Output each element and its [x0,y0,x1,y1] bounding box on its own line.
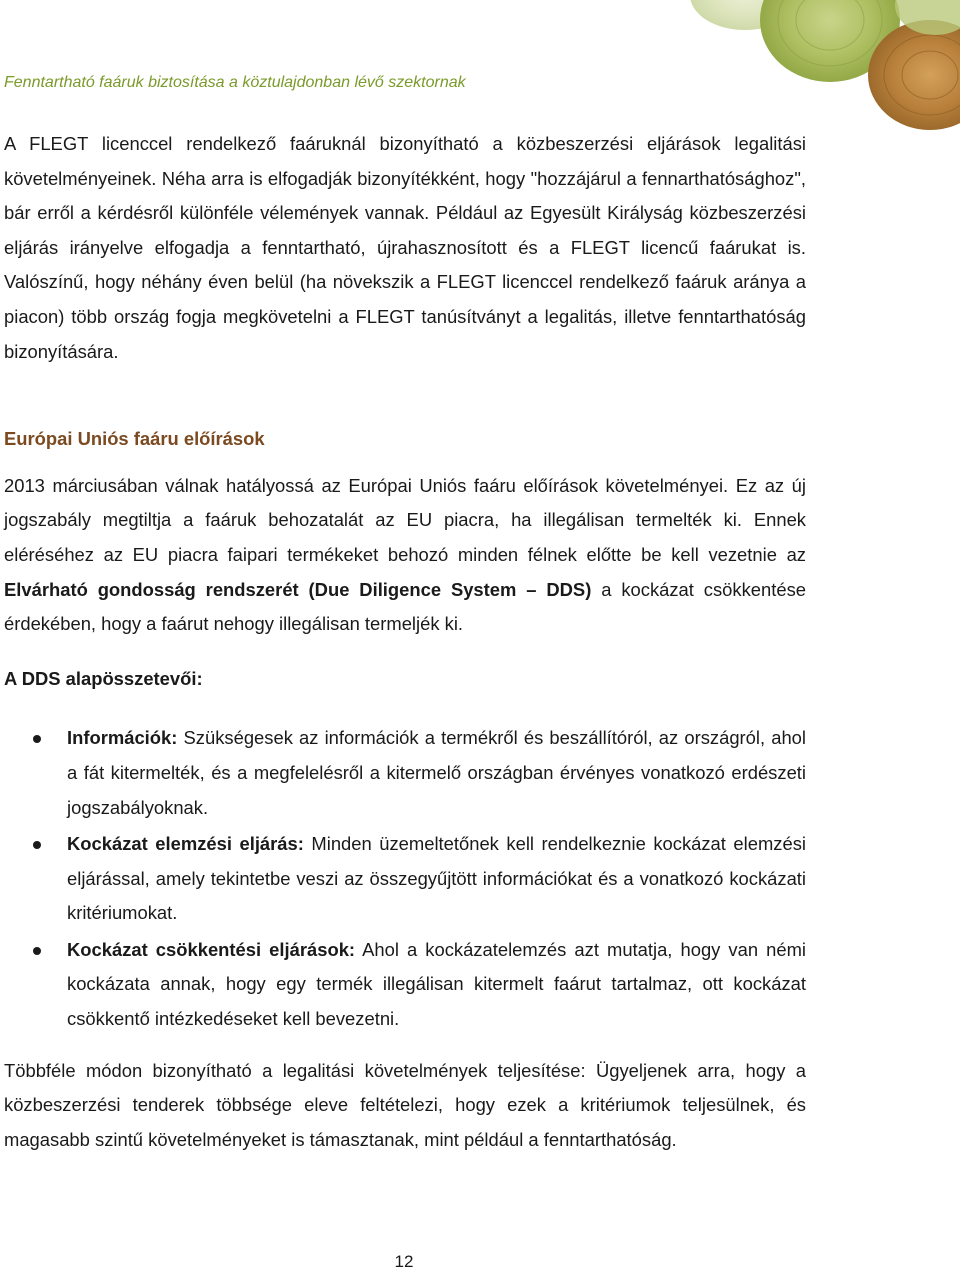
eu-text-bold: Elvárható gondosság rendszerét (Due Diligence System – DDS) [4,578,592,600]
bullet-icon [33,947,41,955]
document-body [4,127,806,1157]
item-label: Információk: [67,727,178,749]
list-item [4,827,806,931]
bullet-icon [33,735,41,743]
item-text: Ahol a kockázatelemzés azt mutatja, hogy van némi kockázata annak, hogy egy termék illegálisan kitermelt faárut tartalmaz, ott kockázat csökkentő intézkedéseket kell bevezetni. [67,938,807,1030]
dds-title: A DDS alapösszetevői: [4,667,203,689]
eu-text-after: a kockázat csökkentése érdekében, hogy a faárut nehogy illegálisan termeljék ki. [4,578,807,635]
item-label: Kockázat elemzési eljárás: [67,833,304,855]
list-item [4,721,806,825]
eu-paragraph [4,469,806,642]
bullet-icon [33,841,41,849]
list-item [4,933,806,1037]
dds-list [4,721,806,1036]
intro-paragraph: A FLEGT licenccel rendelkező faáruknál bizonyítható a közbeszerzési eljárások legalitási követelményeinek. Néha arra is elfogadják bizonyítékként, hogy "hozzájárul a fennarthatósághoz", bár erről a kérdésről különféle vélemények vannak. Például az Egyesült Királyság közbeszerzési eljárás irányelve elfogadja a fenntartható, újrahasznosított és a FLEGT licencű faárukat is. Valószínű, hogy néhány éven belül (ha növekszik a FLEGT licenccel rendelkező faáruk aránya a piacon) több ország fogja megkövetelni a FLEGT tanúsítványt a legalitás, illetve fenntarthatóság bizonyítására. [4,133,806,362]
item-text: Szükségesek az információk a termékről és beszállítóról, az országról, ahol a fát kitermelték, és a megfelelésről a kitermelő országban érvényes vonatkozó erdészeti jogszabályoknak. [67,727,806,818]
section-title-eu: Európai Uniós faáru előírások [4,428,265,450]
eu-text-before: 2013 márciusában válnak hatályossá az Európai Uniós faáru előírások követelményei. Ez az új jogszabály megtiltja a faáruk behozatalát az EU piacra, ha illegálisan termelték ki. Ennek eléréséhez az EU piacra faipari termékeket behozó minden félnek előtte be kell vezetnie az [4,474,806,565]
page-number: 12 [394,1252,414,1271]
item-text: Minden üzemeltetőnek kell rendelkeznie kockázat elemzési eljárással, amely tekintetbe veszi az összegyűjtött információkat és a vonatkozó kockázati kritériumokat. [67,833,806,924]
item-label: Kockázat csökkentési eljárások: [67,938,356,960]
running-header: Fenntartható faáruk biztosítása a köztulajdonban lévő szektornak [4,74,466,91]
closing-paragraph: Többféle módon bizonyítható a legalitási követelmények teljesítése: Ügyeljenek arra, hogy a közbeszerzési tenderek többsége eleve feltételezi, hogy ezek a kritériumok teljesülnek, és magasabb szintű követelményeket is támasztanak, mint például a fenntarthatóság. [4,1059,806,1150]
